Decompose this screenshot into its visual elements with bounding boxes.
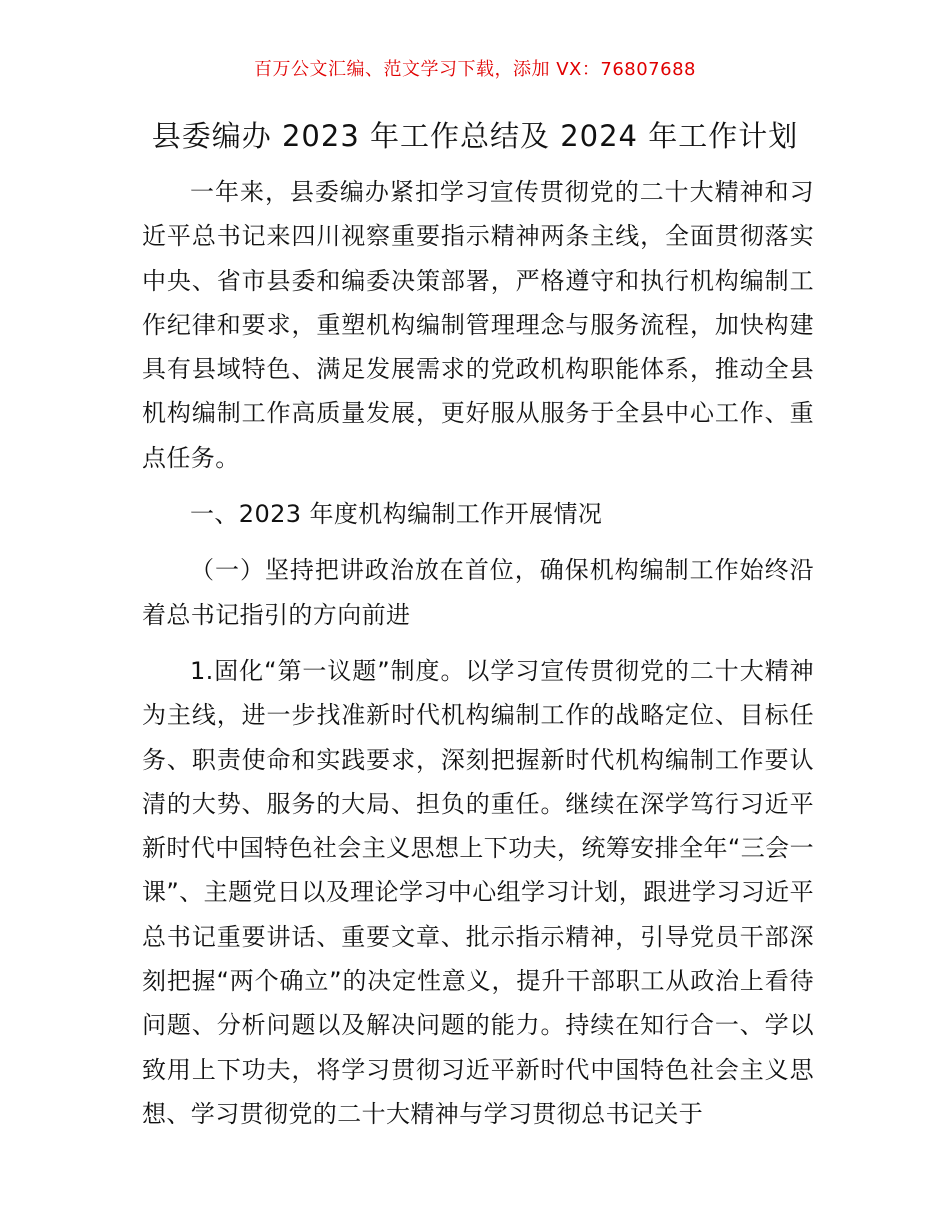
body-paragraph: 1.固化“第一议题”制度。以学习宣传贯彻党的二十大精神为主线，进一步找准新时代机构编制工作的战略定位、目标任务、职责使命和实践要求，深刻把握新时代机构编制工作要认清的大势、服务的大局、担负的重任。继续在深学笃行习近平新时代中国特色社会主义思想上下功夫，统筹安排全年“三会一课”、主题党日以及理论学习中心组学习计划，跟进学习习近平总书记重要讲话、重要文章、批示指示精神，引导党员干部深刻把握“两个确立”的决定性意义，提升干部职工从政治上看待问题、分析问题以及解决问题的能力。持续在知行合一、学以致用上下功夫，将学习贯彻习近平新时代中国特色社会主义思想、学习贯彻党的二十大精神与学习贯彻总书记关于 [142,656,814,1128]
promo-banner: 百万公文汇编、范文学习下载，添加 VX：76807688 [254,59,696,80]
section-heading: 一、2023 年度机构编制工作开展情况 [190,500,603,529]
document-body [142,170,814,1136]
intro-paragraph: 一年来，县委编办紧扣学习宣传贯彻党的二十大精神和习近平总书记来四川视察重要指示精神两条主线，全面贯彻落实中央、省市县委和编委决策部署，严格遵守和执行机构编制工作纪律和要求，重塑机构编制管理理念与服务流程，加快构建具有县域特色、满足发展需求的党政机构职能体系，推动全县机构编制工作高质量发展，更好服从服务于全县中心工作、重点任务。 [142,178,814,472]
subsection-heading: （一）坚持把讲政治放在首位，确保机构编制工作始终沿着总书记指引的方向前进 [142,556,814,629]
document-title: 县委编办 2023 年工作总结及 2024 年工作计划 [151,119,799,153]
